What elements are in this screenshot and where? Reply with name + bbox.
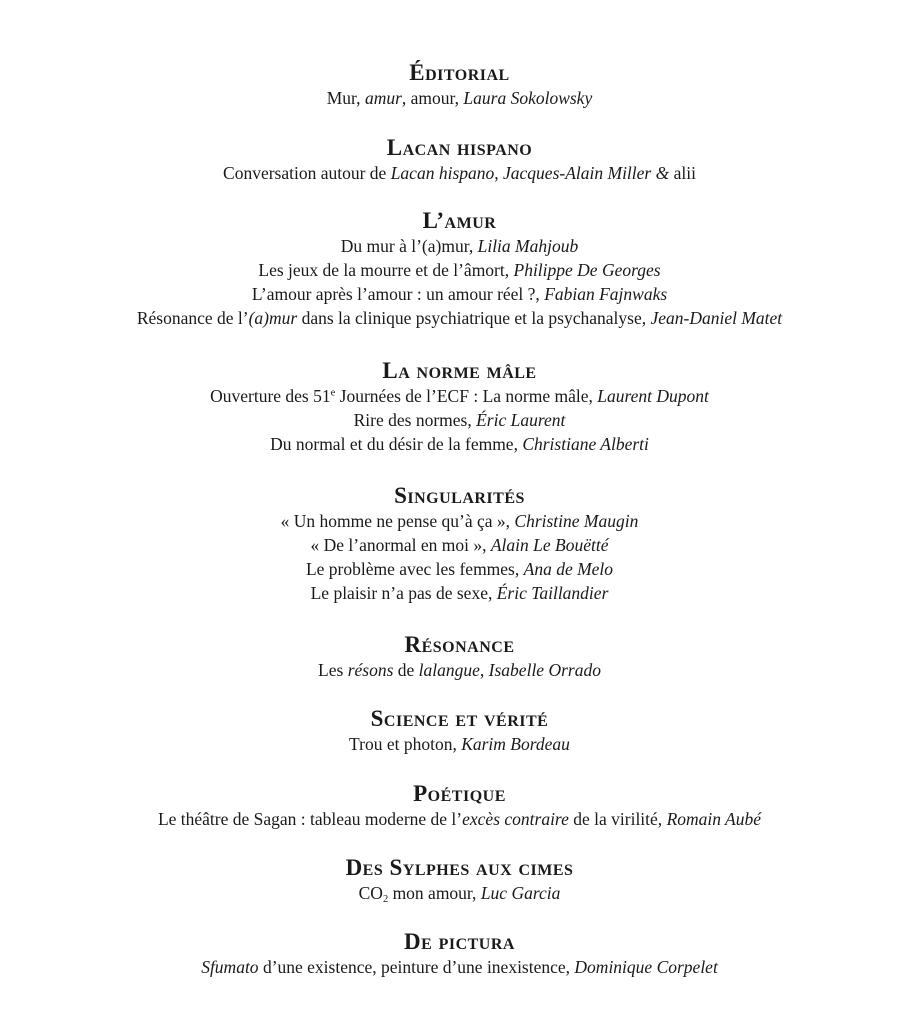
entry-script-text: 2 bbox=[382, 894, 389, 906]
entry-italic-text: Alain Le Bouëtté bbox=[490, 535, 609, 555]
toc-entry bbox=[0, 557, 919, 581]
entry-text: Du mur à l’(a)mur, bbox=[340, 236, 478, 256]
entry-text: Les jeux de la mourre et de l’âmort, bbox=[258, 260, 514, 280]
toc-section bbox=[0, 60, 919, 110]
entry-italic-text: Lilia Mahjoub bbox=[477, 236, 579, 256]
toc-entry bbox=[0, 234, 919, 258]
toc-entry bbox=[0, 282, 919, 306]
toc-entry bbox=[0, 306, 919, 330]
entry-italic-text: Lacan hispano bbox=[390, 163, 495, 183]
entry-text: alii bbox=[673, 163, 696, 183]
entry-text: Conversation autour de bbox=[223, 163, 391, 183]
entry-italic-text: Christine Maugin bbox=[514, 511, 639, 531]
entry-text: Mur, bbox=[326, 88, 365, 108]
section-heading: La norme mâle bbox=[382, 358, 537, 383]
entry-list bbox=[0, 881, 919, 905]
entry-text: Résonance de l’ bbox=[136, 308, 249, 328]
toc-entry bbox=[0, 658, 919, 682]
entry-italic-text: Jacques-Alain Miller & bbox=[503, 163, 674, 183]
section-heading: Des Sylphes aux cimes bbox=[345, 855, 574, 880]
section-heading: Éditorial bbox=[409, 60, 510, 85]
entry-text: , bbox=[494, 163, 504, 183]
entry-text: Le théâtre de Sagan : tableau moderne de l’ bbox=[157, 809, 463, 829]
entry-italic-text: Laura Sokolowsky bbox=[463, 88, 593, 108]
entry-list bbox=[0, 161, 919, 185]
entry-italic-text: Christiane Alberti bbox=[522, 434, 649, 454]
section-heading: Poétique bbox=[413, 781, 506, 806]
entry-text: Journées de l’ECF : La norme mâle, bbox=[335, 386, 598, 406]
entry-text: « De l’anormal en moi », bbox=[310, 535, 491, 555]
toc-section bbox=[0, 632, 919, 682]
toc-entry bbox=[0, 881, 919, 905]
entry-italic-text: lalangue bbox=[418, 660, 480, 680]
section-heading: Lacan hispano bbox=[386, 135, 533, 160]
toc-section bbox=[0, 135, 919, 185]
entry-italic-text: Ana de Melo bbox=[523, 559, 614, 579]
entry-list bbox=[0, 732, 919, 756]
entry-italic-text: excès contraire bbox=[462, 809, 569, 829]
section-heading: De pictura bbox=[404, 929, 515, 954]
toc-section bbox=[0, 706, 919, 756]
entry-italic-text: Luc Garcia bbox=[480, 883, 561, 903]
section-heading: Singularités bbox=[394, 483, 525, 508]
section-heading: Science et vérité bbox=[370, 706, 549, 731]
entry-italic-text: Romain Aubé bbox=[666, 809, 762, 829]
toc-entry bbox=[0, 955, 919, 979]
toc-section bbox=[0, 483, 919, 605]
entry-italic-text: amur bbox=[364, 88, 402, 108]
entry-text: de bbox=[393, 660, 419, 680]
entry-italic-text: Isabelle Orrado bbox=[488, 660, 601, 680]
entry-text: L’amour après l’amour : un amour réel ?, bbox=[251, 284, 545, 304]
entry-italic-text: (a)mur bbox=[248, 308, 298, 328]
entry-text: Rire des normes, bbox=[353, 410, 477, 430]
entry-list bbox=[0, 807, 919, 831]
entry-text: Le plaisir n’a pas de sexe, bbox=[310, 583, 497, 603]
toc-section bbox=[0, 855, 919, 905]
entry-text: Les bbox=[318, 660, 348, 680]
toc-section bbox=[0, 208, 919, 330]
toc-entry bbox=[0, 408, 919, 432]
entry-text: , amour, bbox=[401, 88, 464, 108]
entry-text: Du normal et du désir de la femme, bbox=[270, 434, 523, 454]
toc-entry bbox=[0, 732, 919, 756]
entry-italic-text: Philippe De Georges bbox=[513, 260, 661, 280]
entry-list bbox=[0, 384, 919, 456]
entry-text: Ouverture des 51 bbox=[210, 386, 331, 406]
entry-list bbox=[0, 234, 919, 330]
entry-text: mon amour, bbox=[388, 883, 481, 903]
entry-text: CO bbox=[358, 883, 383, 903]
toc-entry bbox=[0, 258, 919, 282]
toc-section bbox=[0, 929, 919, 979]
entry-list bbox=[0, 509, 919, 605]
toc-entry bbox=[0, 384, 919, 408]
entry-italic-text: Fabian Fajnwaks bbox=[544, 284, 668, 304]
toc-entry bbox=[0, 432, 919, 456]
toc-entry bbox=[0, 161, 919, 185]
entry-text: Le problème avec les femmes, bbox=[305, 559, 524, 579]
toc-entry bbox=[0, 86, 919, 110]
toc-entry bbox=[0, 509, 919, 533]
entry-list bbox=[0, 955, 919, 979]
section-heading: L’amur bbox=[422, 208, 497, 233]
section-heading: Résonance bbox=[404, 632, 515, 657]
entry-text: « Un homme ne pense qu’à ça », bbox=[280, 511, 515, 531]
toc-section bbox=[0, 781, 919, 831]
entry-italic-text: Éric Taillandier bbox=[496, 583, 609, 603]
entry-text: dans la clinique psychiatrique et la psychanalyse, bbox=[297, 308, 651, 328]
toc-entry bbox=[0, 533, 919, 557]
entry-text: d’une existence, peinture d’une inexistence, bbox=[258, 957, 575, 977]
entry-list bbox=[0, 86, 919, 110]
entry-italic-text: Sfumato bbox=[201, 957, 259, 977]
entry-script-text: e bbox=[330, 387, 336, 399]
entry-italic-text: Dominique Corpelet bbox=[574, 957, 718, 977]
entry-text: Trou et photon, bbox=[349, 734, 462, 754]
entry-italic-text: Jean-Daniel Matet bbox=[650, 308, 783, 328]
entry-list bbox=[0, 658, 919, 682]
toc-entry bbox=[0, 807, 919, 831]
entry-text: , bbox=[479, 660, 489, 680]
entry-text: de la virilité, bbox=[568, 809, 667, 829]
entry-italic-text: Laurent Dupont bbox=[597, 386, 709, 406]
entry-italic-text: résons bbox=[347, 660, 394, 680]
entry-italic-text: Karim Bordeau bbox=[461, 734, 570, 754]
toc-section bbox=[0, 358, 919, 456]
toc-entry bbox=[0, 581, 919, 605]
entry-italic-text: Éric Laurent bbox=[476, 410, 566, 430]
